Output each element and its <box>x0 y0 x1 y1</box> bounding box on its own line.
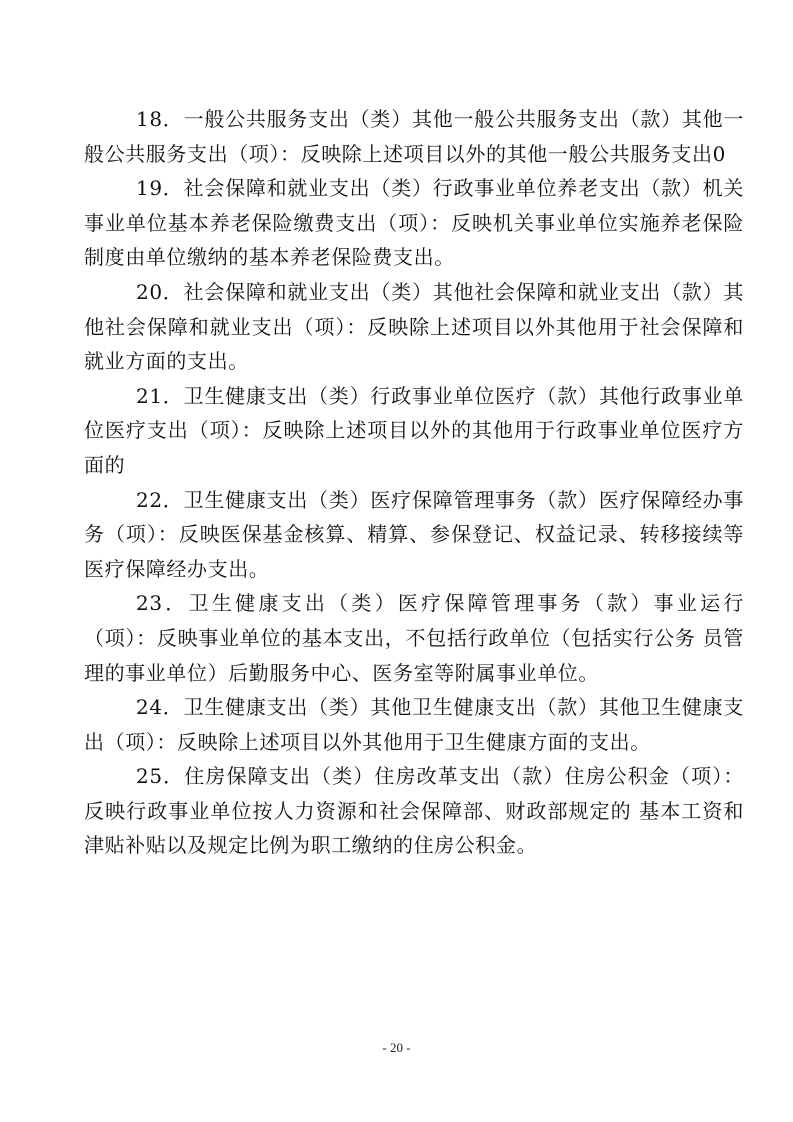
paragraph-item-22: 22．卫生健康支出（类）医疗保障管理事务（款）医疗保障经办事务（项）：反映医保基金核算、精算、参保登记、权益记录、转移接续等医疗保障经办支出。 <box>84 487 744 581</box>
page-number: - 20 - <box>382 1040 411 1055</box>
paragraph-item-25: 25．住房保障支出（类）住房改革支出（款）住房公积金（项）：反映行政事业单位按人力资源和社会保障部、财政部规定的 基本工资和津贴补贴以及规定比例为职工缴纳的住房公积金。 <box>84 764 744 858</box>
paragraph-item-24: 24．卫生健康支出（类）其他卫生健康支出（款）其他卫生健康支出（项）：反映除上述项目以外其他用于卫生健康方面的支出。 <box>84 695 744 754</box>
document-body <box>84 102 744 863</box>
paragraph-item-21: 21．卫生健康支出（类）行政事业单位医疗（款）其他行政事业单位医疗支出（项）：反映除上述项目以外的其他用于行政事业单位医疗方面的 <box>84 383 744 477</box>
paragraph-item-20: 20．社会保障和就业支出（类）其他社会保障和就业支出（款）其他社会保障和就业支出（项）：反映除上述项目以外其他用于社会保障和就业方面的支出。 <box>84 279 744 374</box>
paragraph-item-18: 18．一般公共服务支出（类）其他一般公共服务支出（款）其他一般公共服务支出（项）：反映除上述项目以外的其他一般公共服务支出0 <box>84 107 744 166</box>
paragraph-item-19: 19．社会保障和就业支出（类）行政事业单位养老支出（款）机关事业单位基本养老保险缴费支出（项）：反映机关事业单位实施养老保险制度由单位缴纳的基本养老保险费支出。 <box>84 176 744 270</box>
paragraph-item-23: 23．卫生健康支出（类）医疗保障管理事务（款）事业运行（项）：反映事业单位的基本支出，不包括行政单位（包括实行公务 员管理的事业单位）后勤服务中心、医务室等附属事业单位。 <box>84 591 744 685</box>
